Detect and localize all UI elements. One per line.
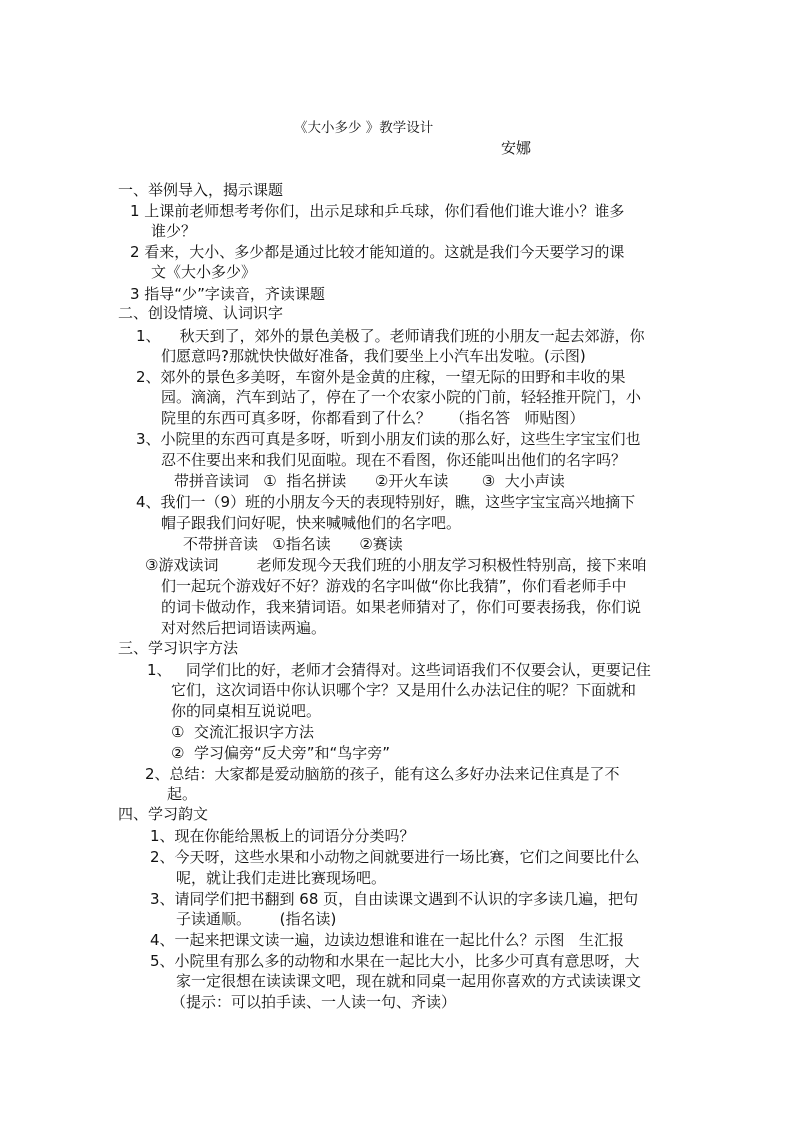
section-heading: 一、举例导入，揭示课题 [118,181,284,199]
paragraph-line: （提示：可以拍手读、一人读一句、齐读） [171,993,457,1011]
paragraph-line: 忍不住要出来和我们见面啦。现在不看图，你还能叫出他们的名字吗？ [161,451,627,469]
paragraph-line: 对对然后把词语读两遍。 [161,619,327,637]
paragraph-line: 家一定很想在读读课文吧，现在就和同桌一起用你喜欢的方式读读课文 [176,972,642,990]
paragraph-line: ② 学习偏旁“反犬旁”和“鸟字旁” [171,744,391,762]
paragraph-line: 园。滴滴，汽车到站了，停在了一个农家小院的门前，轻轻推开院门，小 [161,388,642,406]
paragraph-line: 1、 秋天到了，郊外的景色美极了。老师请我们班的小朋友一起去郊游，你 [136,327,645,345]
paragraph-line: 呢，就让我们走进比赛现场吧。 [176,869,387,887]
paragraph-line: 帽子跟我们问好呢，快来喊喊他们的名字吧。 [161,514,462,532]
paragraph-line: 1￼ 上课前老师想考考你们，出示足球和乒乓球，你们看他们谁大谁小？谁多 [130,202,625,220]
paragraph-line: 谁少？ [151,222,197,240]
paragraph-line: 2、总结：大家都是爱动脑筋的孩子，能有这么多好办法来记住真是了不 [145,765,620,783]
section-heading: 四、学习韵文 [118,805,209,823]
paragraph-line: 你的同桌相互说说吧。 [171,702,322,720]
paragraph-line: 4、我们一（9）班的小朋友今天的表现特别好，瞧，这些字宝宝高兴地摘下 [136,493,636,511]
paragraph-line: 5、小院里有那么多的动物和水果在一起比大小，比多少可真有意思呀，大 [150,952,640,970]
paragraph-line: 1、 同学们比的好，老师才会猜得对。这些词语我们不仅要会认，更要记住 [147,661,651,679]
paragraph-line: 们愿意吗?那就快快做好准备，我们要坐上小汽车出发啦。(示图) [161,347,586,365]
paragraph-line: 3￼ 指导“少”字读音，齐读课题 [130,285,325,303]
author-name: 安娜 [501,139,532,157]
paragraph-line: 带拼音读词 ① 指名拼读 ②开火车读 ③ 大小声读 [174,472,565,490]
section-heading: 三、学习识字方法 [118,639,239,657]
page-title: 《大小多少 》教学设计 [294,120,434,136]
paragraph-line: 3、小院里的东西可真是多呀，听到小朋友们读的那么好，这些生字宝宝们也 [136,430,641,448]
section-heading: 二、创设情境、认词识字 [118,304,284,322]
paragraph-line: 1、现在你能给黑板上的词语分分类吗？ [150,827,415,845]
paragraph-line: 2、郊外的景色多美呀，车窗外是金黄的庄稼，一望无际的田野和丰收的果 [136,368,626,386]
paragraph-line: 不带拼音读 ①指名读 ②赛读 [183,535,403,553]
paragraph-line: 们一起玩个游戏好不好？游戏的名字叫做“你比我猜”，你们看老师手中 [161,577,627,595]
paragraph-line: 3、请同学们把书翻到 68 页，自由读课文遇到不认识的字多读几遍，把句 [150,890,639,908]
paragraph-line: 的词卡做动作，我来猜词语。如果老师猜对了，你们可要表扬我，你们说 [161,598,642,616]
paragraph-line: 它们，这次词语中你认识哪个字？又是用什么办法记住的呢？下面就和 [171,681,637,699]
paragraph-line: 起。 [167,785,198,803]
paragraph-line: 文《大小多少》 [151,263,257,281]
paragraph-line: 2、今天呀，这些水果和小动物之间就要进行一场比赛，它们之间要比什么 [150,848,640,866]
paragraph-line: 2￼ 看来，大小、多少都是通过比较才能知道的。这就是我们今天要学习的课 [130,243,625,261]
paragraph-line: ① 交流汇报识字方法 [171,723,314,741]
paragraph-line: 4、一起来把课文读一遍，边读边想谁和谁在一起比什么？示图 生汇报 [150,931,624,949]
paragraph-line: 子读通顺。 (指名读) [176,910,337,928]
paragraph-line: 院里的东西可真多呀，你都看到了什么？ （指名答 师贴图） [161,409,585,427]
paragraph-line: ③游戏读词 老师发现今天我们班的小朋友学习积极性特别高，接下来咱 [145,556,647,574]
